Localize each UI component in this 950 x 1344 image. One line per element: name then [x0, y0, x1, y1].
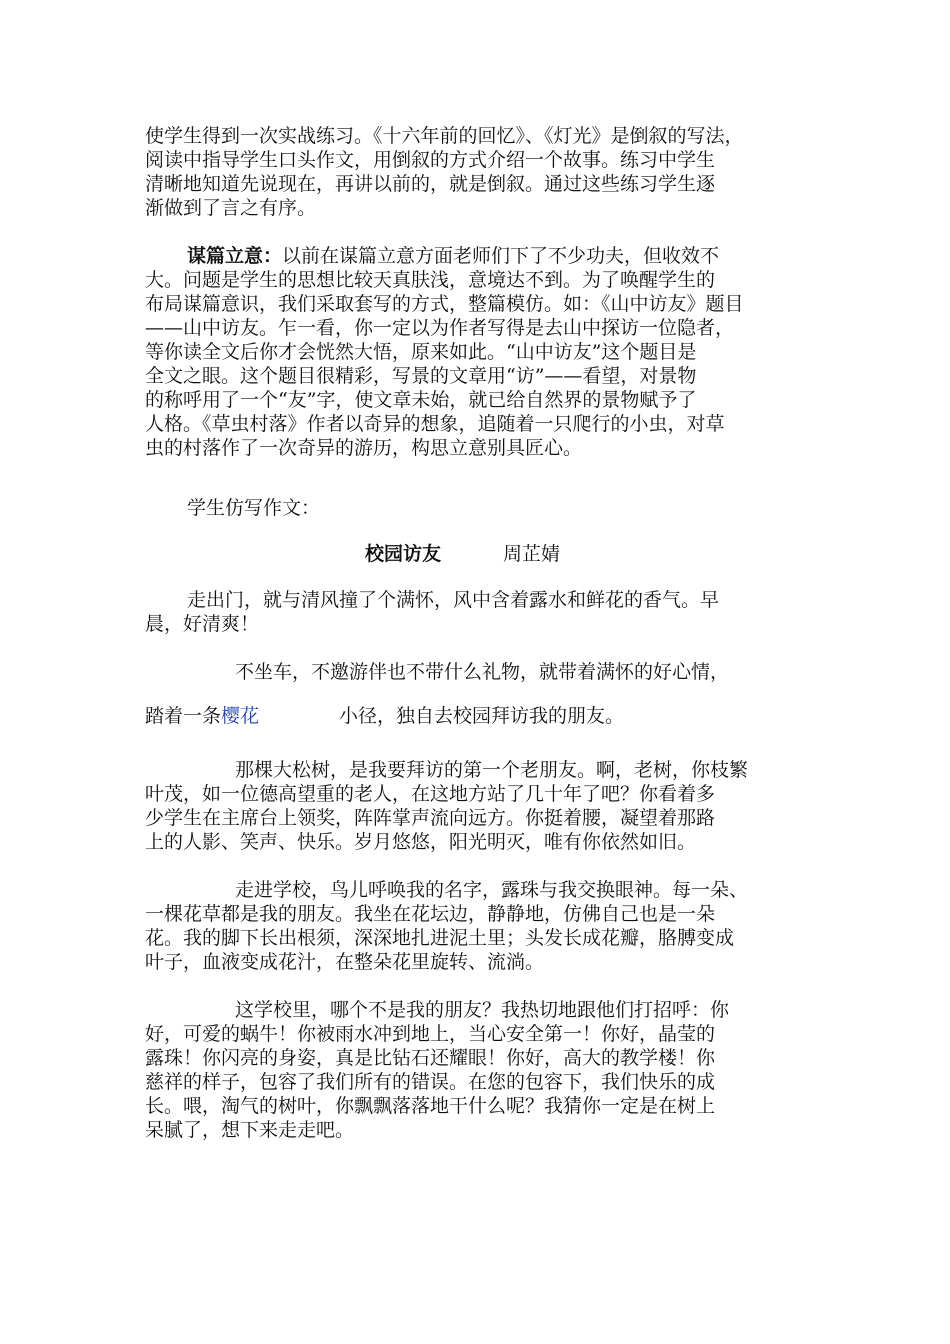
text-line: 慈祥的样子，包容了我们所有的错误。在您的包容下，我们快乐的成	[145, 1071, 716, 1093]
paragraph-5	[145, 660, 810, 728]
text-line: 走出门，就与清风撞了个满怀，风中含着露水和鲜花的香气。早	[187, 589, 720, 611]
text-line	[145, 244, 810, 268]
text-line: 花。我的脚下长出根须，深深地扎进泥土里；头发长成花瓣，胳膊变成	[145, 927, 735, 949]
text-line: 叶子，血液变成花汁，在整朵花里旋转、流淌。	[145, 951, 545, 973]
text-line: 呆腻了，想下来走走吧。	[145, 1119, 355, 1141]
text-line: 那棵大松树，是我要拜访的第一个老朋友。啊，老树，你枝繁	[235, 759, 749, 781]
text-line: 长。喂，淘气的树叶，你飘飘落落地干什么呢？我猜你一定是在树上	[145, 1095, 716, 1117]
paragraph-8	[145, 998, 810, 1142]
text-line: 少学生在主席台上领奖，阵阵掌声流向远方。你挺着腰，凝望着那路	[145, 807, 716, 829]
essay-heading	[145, 542, 810, 566]
text-line: 上的人影、笑声、快乐。岁月悠悠，阳光明灭，唯有你依然如旧。	[145, 831, 697, 853]
text-line: 渐做到了言之有序。	[145, 197, 317, 219]
text-run: 小径，独自去校园拜访我的朋友。	[339, 705, 625, 727]
paragraph-1	[145, 124, 810, 220]
text-run: 以前在谋篇立意方面老师们下了不少功夫，但收效不	[282, 245, 720, 267]
text-line: 阅读中指导学生口头作文，用倒叙的方式介绍一个故事。练习中学生	[145, 149, 716, 171]
text-run: 人格。《草虫村落》作	[145, 413, 326, 435]
text-line	[145, 704, 810, 728]
paragraph-6	[145, 758, 810, 854]
text-line: 清晰地知道先说现在，再讲以前的，就是倒叙。通过这些练习学生逐	[145, 173, 716, 195]
paragraph-3	[145, 496, 810, 520]
text-line: 的称呼用了一个“友”字，使文章未始，就已给自然界的景物赋予了	[145, 389, 697, 411]
text-line: 露珠！你闪亮的身姿，真是比钻石还耀眼！你好，高大的教学楼！你	[145, 1047, 716, 1069]
sakura-link[interactable]: 樱花	[221, 705, 260, 727]
text-line: 晨，好清爽！	[145, 613, 260, 635]
text-line: 这学校里，哪个不是我的朋友？我热切地跟他们打招呼：你	[235, 999, 730, 1021]
text-line: 布局谋篇意识，我们采取套写的方式，整篇模仿。如：《山中访友》题目	[145, 293, 744, 315]
paragraph-4	[145, 588, 810, 636]
text-line: 大。问题是学生的思想比较天真肤浅，意境达不到。为了唤醒学生的	[145, 269, 716, 291]
text-line: 全文之眼。这个题目很精彩，写景的文章用“访”——看望，对景物	[145, 365, 697, 387]
text-line: 好，可爱的蜗牛！你被雨水冲到地上，当心安全第一！你好，晶莹的	[145, 1023, 716, 1045]
paragraph-2	[145, 244, 810, 460]
essay-author: 周芷婧	[503, 543, 561, 565]
text-line: 一棵花草都是我的朋友。我坐在花坛边，静静地，仿佛自己也是一朵	[145, 903, 716, 925]
text-run: 者以奇异的想象，追随着一只爬行的小虫，对草	[325, 413, 725, 435]
text-line: 叶茂，如一位德高望重的老人，在这地方站了几十年了吧？你看着多	[145, 783, 716, 805]
text-line: 学生仿写作文：	[187, 497, 321, 519]
text-line: 虫的村落作了一次奇异的游历，构思立意别具匠心。	[145, 437, 583, 459]
essay-title: 校园访友	[365, 543, 442, 565]
text-line	[145, 412, 810, 436]
text-run: 踏着一条	[145, 705, 222, 727]
text-line: 不坐车，不邀游伴也不带什么礼物，就带着满怀的好心情，	[235, 661, 730, 683]
paragraph-7	[145, 878, 810, 974]
text-line: 走进学校，鸟儿呼唤我的名字，露珠与我交换眼神。每一朵、	[235, 879, 749, 901]
section-label: 谋篇立意：	[187, 245, 283, 267]
essay-title-line	[365, 542, 810, 566]
text-line: 使学生得到一次实战练习。《十六年前的回忆》、《灯光》是倒叙的写法，	[145, 125, 744, 147]
text-line: ——山中访友。乍一看，你一定以为作者写得是去山中探访一位隐者，	[145, 317, 735, 339]
text-line: 等你读全文后你才会恍然大悟，原来如此。“山中访友”这个题目是	[145, 341, 697, 363]
